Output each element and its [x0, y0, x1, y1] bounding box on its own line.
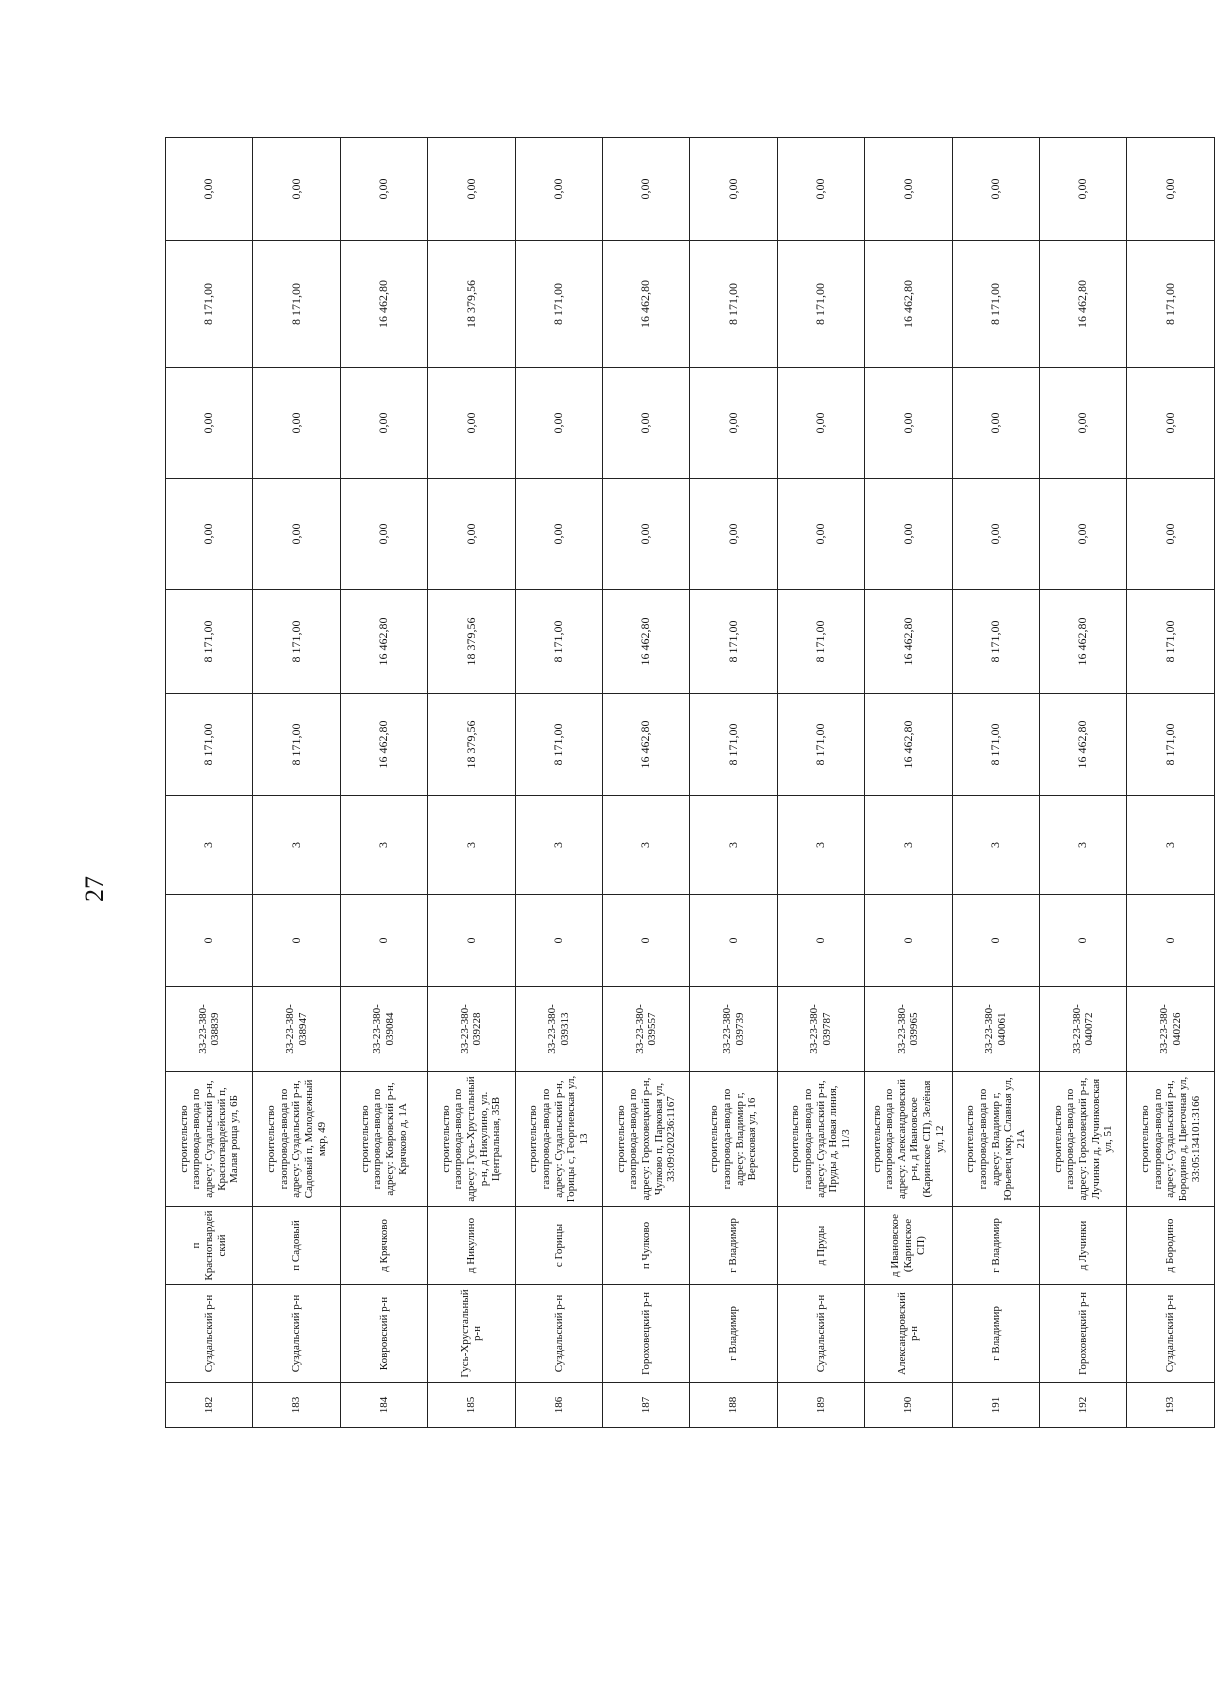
amount-cell-6: 0,00 — [1127, 138, 1215, 241]
amount-cell-1: 16 462,80 — [603, 694, 690, 796]
amount-cell-3: 0,00 — [777, 479, 864, 590]
amount-cell-6: 0,00 — [428, 138, 515, 241]
count-cell-b: 3 — [253, 796, 340, 895]
count-cell-b: 3 — [166, 796, 253, 895]
count-cell-b: 3 — [515, 796, 602, 895]
amount-cell-4: 0,00 — [603, 368, 690, 479]
amount-cell-4: 0,00 — [515, 368, 602, 479]
count-cell-a: 0 — [166, 895, 253, 987]
amount-cell-6: 0,00 — [777, 138, 864, 241]
work-description-cell: строительство газопровода-ввода по адресу: Суздальский р-н, Красногвардейский п, Малая роща ул, 6Б — [166, 1072, 253, 1207]
amount-cell-6: 0,00 — [253, 138, 340, 241]
amount-cell-3: 0,00 — [253, 479, 340, 590]
district-cell: г Владимир — [690, 1285, 777, 1383]
count-cell-b: 3 — [1040, 796, 1127, 895]
amount-cell-1: 16 462,80 — [340, 694, 427, 796]
district-cell: Гороховецкий р-н — [1040, 1285, 1127, 1383]
table-row — [253, 138, 340, 1428]
amount-cell-2: 8 171,00 — [253, 590, 340, 694]
amount-cell-2: 18 379,56 — [428, 590, 515, 694]
row-number-cell: 188 — [690, 1383, 777, 1428]
locality-cell: с Горицы — [515, 1207, 602, 1285]
amount-cell-5: 8 171,00 — [253, 241, 340, 368]
count-cell-b: 3 — [340, 796, 427, 895]
amount-cell-3: 0,00 — [952, 479, 1039, 590]
gas-pipeline-table-wrapper — [165, 138, 1215, 1428]
table-row — [603, 138, 690, 1428]
row-number-cell: 185 — [428, 1383, 515, 1428]
amount-cell-1: 8 171,00 — [690, 694, 777, 796]
table-body — [166, 138, 1215, 1428]
amount-cell-5: 18 379,56 — [428, 241, 515, 368]
work-description-cell: строительство газопровода-ввода по адресу: Владимир г, Вересковая ул, 16 — [690, 1072, 777, 1207]
amount-cell-3: 0,00 — [428, 479, 515, 590]
locality-cell: д Бородино — [1127, 1207, 1215, 1285]
count-cell-a: 0 — [428, 895, 515, 987]
locality-cell: г Владимир — [690, 1207, 777, 1285]
gas-pipeline-table — [165, 137, 1215, 1428]
amount-cell-2: 8 171,00 — [952, 590, 1039, 694]
amount-cell-5: 16 462,80 — [865, 241, 952, 368]
amount-cell-1: 18 379,56 — [428, 694, 515, 796]
locality-cell: п Чулково — [603, 1207, 690, 1285]
amount-cell-6: 0,00 — [340, 138, 427, 241]
amount-cell-2: 16 462,80 — [1040, 590, 1127, 694]
amount-cell-2: 8 171,00 — [777, 590, 864, 694]
row-number-cell: 187 — [603, 1383, 690, 1428]
amount-cell-3: 0,00 — [603, 479, 690, 590]
table-row — [690, 138, 777, 1428]
amount-cell-4: 0,00 — [253, 368, 340, 479]
district-cell: Суздальский р-н — [253, 1285, 340, 1383]
count-cell-a: 0 — [603, 895, 690, 987]
row-number-cell: 189 — [777, 1383, 864, 1428]
count-cell-a: 0 — [1127, 895, 1215, 987]
locality-cell: п Красногвардейский — [166, 1207, 253, 1285]
amount-cell-2: 8 171,00 — [1127, 590, 1215, 694]
table-row — [1040, 138, 1127, 1428]
locality-cell: д Никулино — [428, 1207, 515, 1285]
amount-cell-3: 0,00 — [865, 479, 952, 590]
object-code-cell: 33-23-380-040061 — [952, 987, 1039, 1072]
row-number-cell: 186 — [515, 1383, 602, 1428]
locality-cell: п Садовый — [253, 1207, 340, 1285]
amount-cell-3: 0,00 — [1127, 479, 1215, 590]
amount-cell-1: 8 171,00 — [1127, 694, 1215, 796]
object-code-cell: 33-23-380-039787 — [777, 987, 864, 1072]
row-number-cell: 183 — [253, 1383, 340, 1428]
table-row — [952, 138, 1039, 1428]
amount-cell-6: 0,00 — [515, 138, 602, 241]
object-code-cell: 33-23-380-039557 — [603, 987, 690, 1072]
amount-cell-6: 0,00 — [952, 138, 1039, 241]
amount-cell-4: 0,00 — [428, 368, 515, 479]
locality-cell: д Крячково — [340, 1207, 427, 1285]
locality-cell: г Владимир — [952, 1207, 1039, 1285]
work-description-cell: строительство газопровода-ввода по адресу: Александровский р-н, д Ивановское (Каринское СП), Зелёная ул, 12 — [865, 1072, 952, 1207]
object-code-cell: 33-23-380-040072 — [1040, 987, 1127, 1072]
object-code-cell: 33-23-380-038839 — [166, 987, 253, 1072]
count-cell-a: 0 — [340, 895, 427, 987]
amount-cell-1: 8 171,00 — [777, 694, 864, 796]
table-row — [515, 138, 602, 1428]
district-cell: Гороховецкий р-н — [603, 1285, 690, 1383]
amount-cell-5: 8 171,00 — [1127, 241, 1215, 368]
work-description-cell: строительство газопровода-ввода по адресу: Суздальский р-н, Пруды д, Новая линия, 11/3 — [777, 1072, 864, 1207]
amount-cell-5: 8 171,00 — [690, 241, 777, 368]
object-code-cell: 33-23-380-039739 — [690, 987, 777, 1072]
locality-cell: д Пруды — [777, 1207, 864, 1285]
amount-cell-4: 0,00 — [1127, 368, 1215, 479]
count-cell-a: 0 — [1040, 895, 1127, 987]
count-cell-b: 3 — [603, 796, 690, 895]
amount-cell-3: 0,00 — [515, 479, 602, 590]
row-number-cell: 191 — [952, 1383, 1039, 1428]
amount-cell-1: 8 171,00 — [952, 694, 1039, 796]
amount-cell-2: 16 462,80 — [340, 590, 427, 694]
amount-cell-4: 0,00 — [952, 368, 1039, 479]
amount-cell-5: 8 171,00 — [777, 241, 864, 368]
count-cell-b: 3 — [777, 796, 864, 895]
page-number: 27 — [80, 876, 109, 902]
count-cell-a: 0 — [952, 895, 1039, 987]
amount-cell-3: 0,00 — [166, 479, 253, 590]
amount-cell-4: 0,00 — [690, 368, 777, 479]
district-cell: Суздальский р-н — [777, 1285, 864, 1383]
work-description-cell: строительство газопровода-ввода по адресу: Гороховецкий р-н, Лучинки д, Лучинковская ул, 51 — [1040, 1072, 1127, 1207]
district-cell: Суздальский р-н — [1127, 1285, 1215, 1383]
amount-cell-5: 8 171,00 — [515, 241, 602, 368]
amount-cell-4: 0,00 — [1040, 368, 1127, 479]
work-description-cell: строительство газопровода-ввода по адресу: Владимир г, Юрьевец мкр, Славная ул, 21А — [952, 1072, 1039, 1207]
amount-cell-1: 16 462,80 — [865, 694, 952, 796]
table-row — [340, 138, 427, 1428]
amount-cell-2: 8 171,00 — [515, 590, 602, 694]
object-code-cell: 33-23-380-039084 — [340, 987, 427, 1072]
district-cell: Ковровский р-н — [340, 1285, 427, 1383]
amount-cell-5: 8 171,00 — [166, 241, 253, 368]
amount-cell-5: 8 171,00 — [952, 241, 1039, 368]
object-code-cell: 33-23-380-040226 — [1127, 987, 1215, 1072]
amount-cell-5: 16 462,80 — [603, 241, 690, 368]
district-cell: г Владимир — [952, 1285, 1039, 1383]
amount-cell-2: 16 462,80 — [603, 590, 690, 694]
row-number-cell: 193 — [1127, 1383, 1215, 1428]
amount-cell-1: 8 171,00 — [515, 694, 602, 796]
work-description-cell: строительство газопровода-ввода по адресу: Суздальский р-н, Садовый п, Молодежный мкр, 49 — [253, 1072, 340, 1207]
amount-cell-2: 8 171,00 — [690, 590, 777, 694]
count-cell-a: 0 — [865, 895, 952, 987]
object-code-cell: 33-23-380-039965 — [865, 987, 952, 1072]
table-row — [428, 138, 515, 1428]
table-row — [865, 138, 952, 1428]
count-cell-b: 3 — [1127, 796, 1215, 895]
amount-cell-4: 0,00 — [777, 368, 864, 479]
amount-cell-5: 16 462,80 — [1040, 241, 1127, 368]
table-row — [777, 138, 864, 1428]
amount-cell-3: 0,00 — [1040, 479, 1127, 590]
work-description-cell: строительство газопровода-ввода по адресу: Гороховецкий р-н, Чулково п, Парковая ул, 33:09:020236:1167 — [603, 1072, 690, 1207]
count-cell-b: 3 — [952, 796, 1039, 895]
amount-cell-1: 8 171,00 — [166, 694, 253, 796]
row-number-cell: 190 — [865, 1383, 952, 1428]
count-cell-a: 0 — [690, 895, 777, 987]
amount-cell-6: 0,00 — [166, 138, 253, 241]
object-code-cell: 33-23-380-039228 — [428, 987, 515, 1072]
locality-cell: д Ивановское (Каринское СП) — [865, 1207, 952, 1285]
district-cell: Суздальский р-н — [515, 1285, 602, 1383]
amount-cell-6: 0,00 — [865, 138, 952, 241]
amount-cell-4: 0,00 — [166, 368, 253, 479]
table-row — [166, 138, 253, 1428]
count-cell-b: 3 — [865, 796, 952, 895]
count-cell-a: 0 — [777, 895, 864, 987]
count-cell-b: 3 — [428, 796, 515, 895]
count-cell-a: 0 — [515, 895, 602, 987]
work-description-cell: строительство газопровода-ввода по адресу: Суздальский р-н, Горицы с, Георгиевская ул, 13 — [515, 1072, 602, 1207]
locality-cell: д Лучинки — [1040, 1207, 1127, 1285]
amount-cell-5: 16 462,80 — [340, 241, 427, 368]
object-code-cell: 33-23-380-039313 — [515, 987, 602, 1072]
count-cell-b: 3 — [690, 796, 777, 895]
amount-cell-3: 0,00 — [690, 479, 777, 590]
amount-cell-6: 0,00 — [1040, 138, 1127, 241]
count-cell-a: 0 — [253, 895, 340, 987]
amount-cell-3: 0,00 — [340, 479, 427, 590]
amount-cell-4: 0,00 — [865, 368, 952, 479]
district-cell: Александровский р-н — [865, 1285, 952, 1383]
amount-cell-2: 8 171,00 — [166, 590, 253, 694]
row-number-cell: 182 — [166, 1383, 253, 1428]
amount-cell-1: 8 171,00 — [253, 694, 340, 796]
row-number-cell: 192 — [1040, 1383, 1127, 1428]
amount-cell-1: 16 462,80 — [1040, 694, 1127, 796]
work-description-cell: строительство газопровода-ввода по адресу: Ковровский р-н, Крячково д, 1А — [340, 1072, 427, 1207]
district-cell: Гусь-Хрустальный р-н — [428, 1285, 515, 1383]
amount-cell-6: 0,00 — [690, 138, 777, 241]
amount-cell-2: 16 462,80 — [865, 590, 952, 694]
table-row — [1127, 138, 1215, 1428]
row-number-cell: 184 — [340, 1383, 427, 1428]
work-description-cell: строительство газопровода-ввода по адресу: Гусь-Хрустальный р-н, д Никулино, ул. Центральная, 35В — [428, 1072, 515, 1207]
amount-cell-4: 0,00 — [340, 368, 427, 479]
object-code-cell: 33-23-380-038947 — [253, 987, 340, 1072]
amount-cell-6: 0,00 — [603, 138, 690, 241]
district-cell: Суздальский р-н — [166, 1285, 253, 1383]
work-description-cell: строительство газопровода-ввода по адресу: Суздальский р-н, Бородино д, Цветочная ул, 33:05:134101:3166 — [1127, 1072, 1215, 1207]
